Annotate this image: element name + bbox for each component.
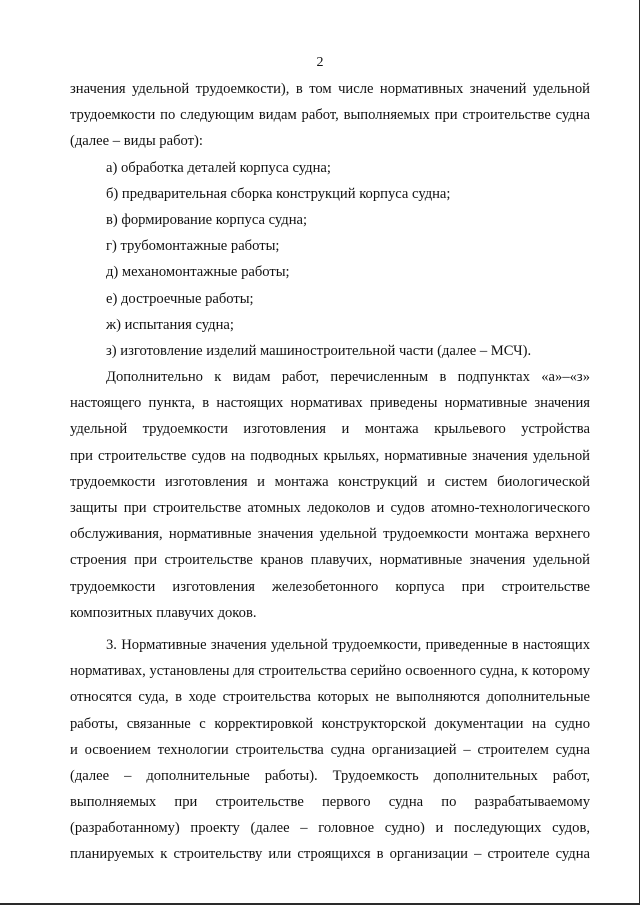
text-line: (далее – виды работ): <box>70 133 203 150</box>
document-body <box>70 76 590 868</box>
paragraph-line: трудоемкости изготовления железобетонного корпуса при строительстве <box>70 578 590 595</box>
text-line: трудоемкости по следующим видам работ, выполняемых при строительстве судна <box>70 107 590 124</box>
list-item: а) обработка деталей корпуса судна; <box>106 159 331 176</box>
list-item: з) изготовление изделий машиностроительной части (далее – МСЧ). <box>106 342 532 359</box>
paragraph-line: трудоемкости изготовления и монтажа конструкций и систем биологической <box>70 473 590 490</box>
paragraph-line: Дополнительно к видам работ, перечисленным в подпунктах «а»–«з» <box>106 369 590 386</box>
paragraph-line: строения при строительстве кранов плавучих, нормативные значения удельной <box>70 552 590 569</box>
list-item: в) формирование корпуса судна; <box>106 211 308 228</box>
paragraph-line: настоящего пункта, в настоящих нормативах приведены нормативные значения <box>70 395 590 412</box>
paragraph-line: удельной трудоемкости изготовления и монтажа крыльевого устройства <box>70 421 590 438</box>
list-item: б) предварительная сборка конструкций корпуса судна; <box>106 185 451 202</box>
paragraph-line: планируемых к строительству или строящихся в организации – строителе судна <box>70 846 590 863</box>
page-number: 2 <box>316 55 324 70</box>
list-item: д) механомонтажные работы; <box>106 264 290 281</box>
text-line: значения удельной трудоемкости), в том числе нормативных значений удельной <box>70 81 590 97</box>
list-item: ж) испытания судна; <box>106 316 234 333</box>
paragraph-line: защиты при строительстве атомных ледоколов и судов атомно-технологического <box>70 500 590 516</box>
paragraph-line: (далее – дополнительные работы). Трудоемкость дополнительных работ, <box>70 767 590 784</box>
paragraph-line: работы, связанные с корректировкой конструкторской документации на судно <box>70 715 590 732</box>
paragraph-line: нормативах, установлены для строительства серийно освоенного судна, к которому <box>70 663 590 680</box>
paragraph-line: и освоением технологии строительства судна организацией – строителем судна <box>70 741 590 758</box>
list-item: г) трубомонтажные работы; <box>106 238 280 255</box>
paragraph-line: выполняемых при строительстве первого судна по разрабатываемому <box>70 794 590 811</box>
list-item: е) достроечные работы; <box>106 290 254 307</box>
paragraph-line: 3. Нормативные значения удельной трудоемкости, приведенные в настоящих <box>106 636 590 653</box>
paragraph-line: композитных плавучих доков. <box>70 604 257 621</box>
paragraph-line: обслуживания, нормативные значения удельной трудоемкости монтажа верхнего <box>70 526 590 543</box>
paragraph-line: (разработанному) проекту (далее – головное судно) и последующих судов, <box>70 820 590 837</box>
paragraph-line: относятся суда, в ходе строительства которых не выполняются дополнительные <box>70 689 590 706</box>
paragraph-line: при строительстве судов на подводных крыльях, нормативные значения удельной <box>70 447 590 464</box>
